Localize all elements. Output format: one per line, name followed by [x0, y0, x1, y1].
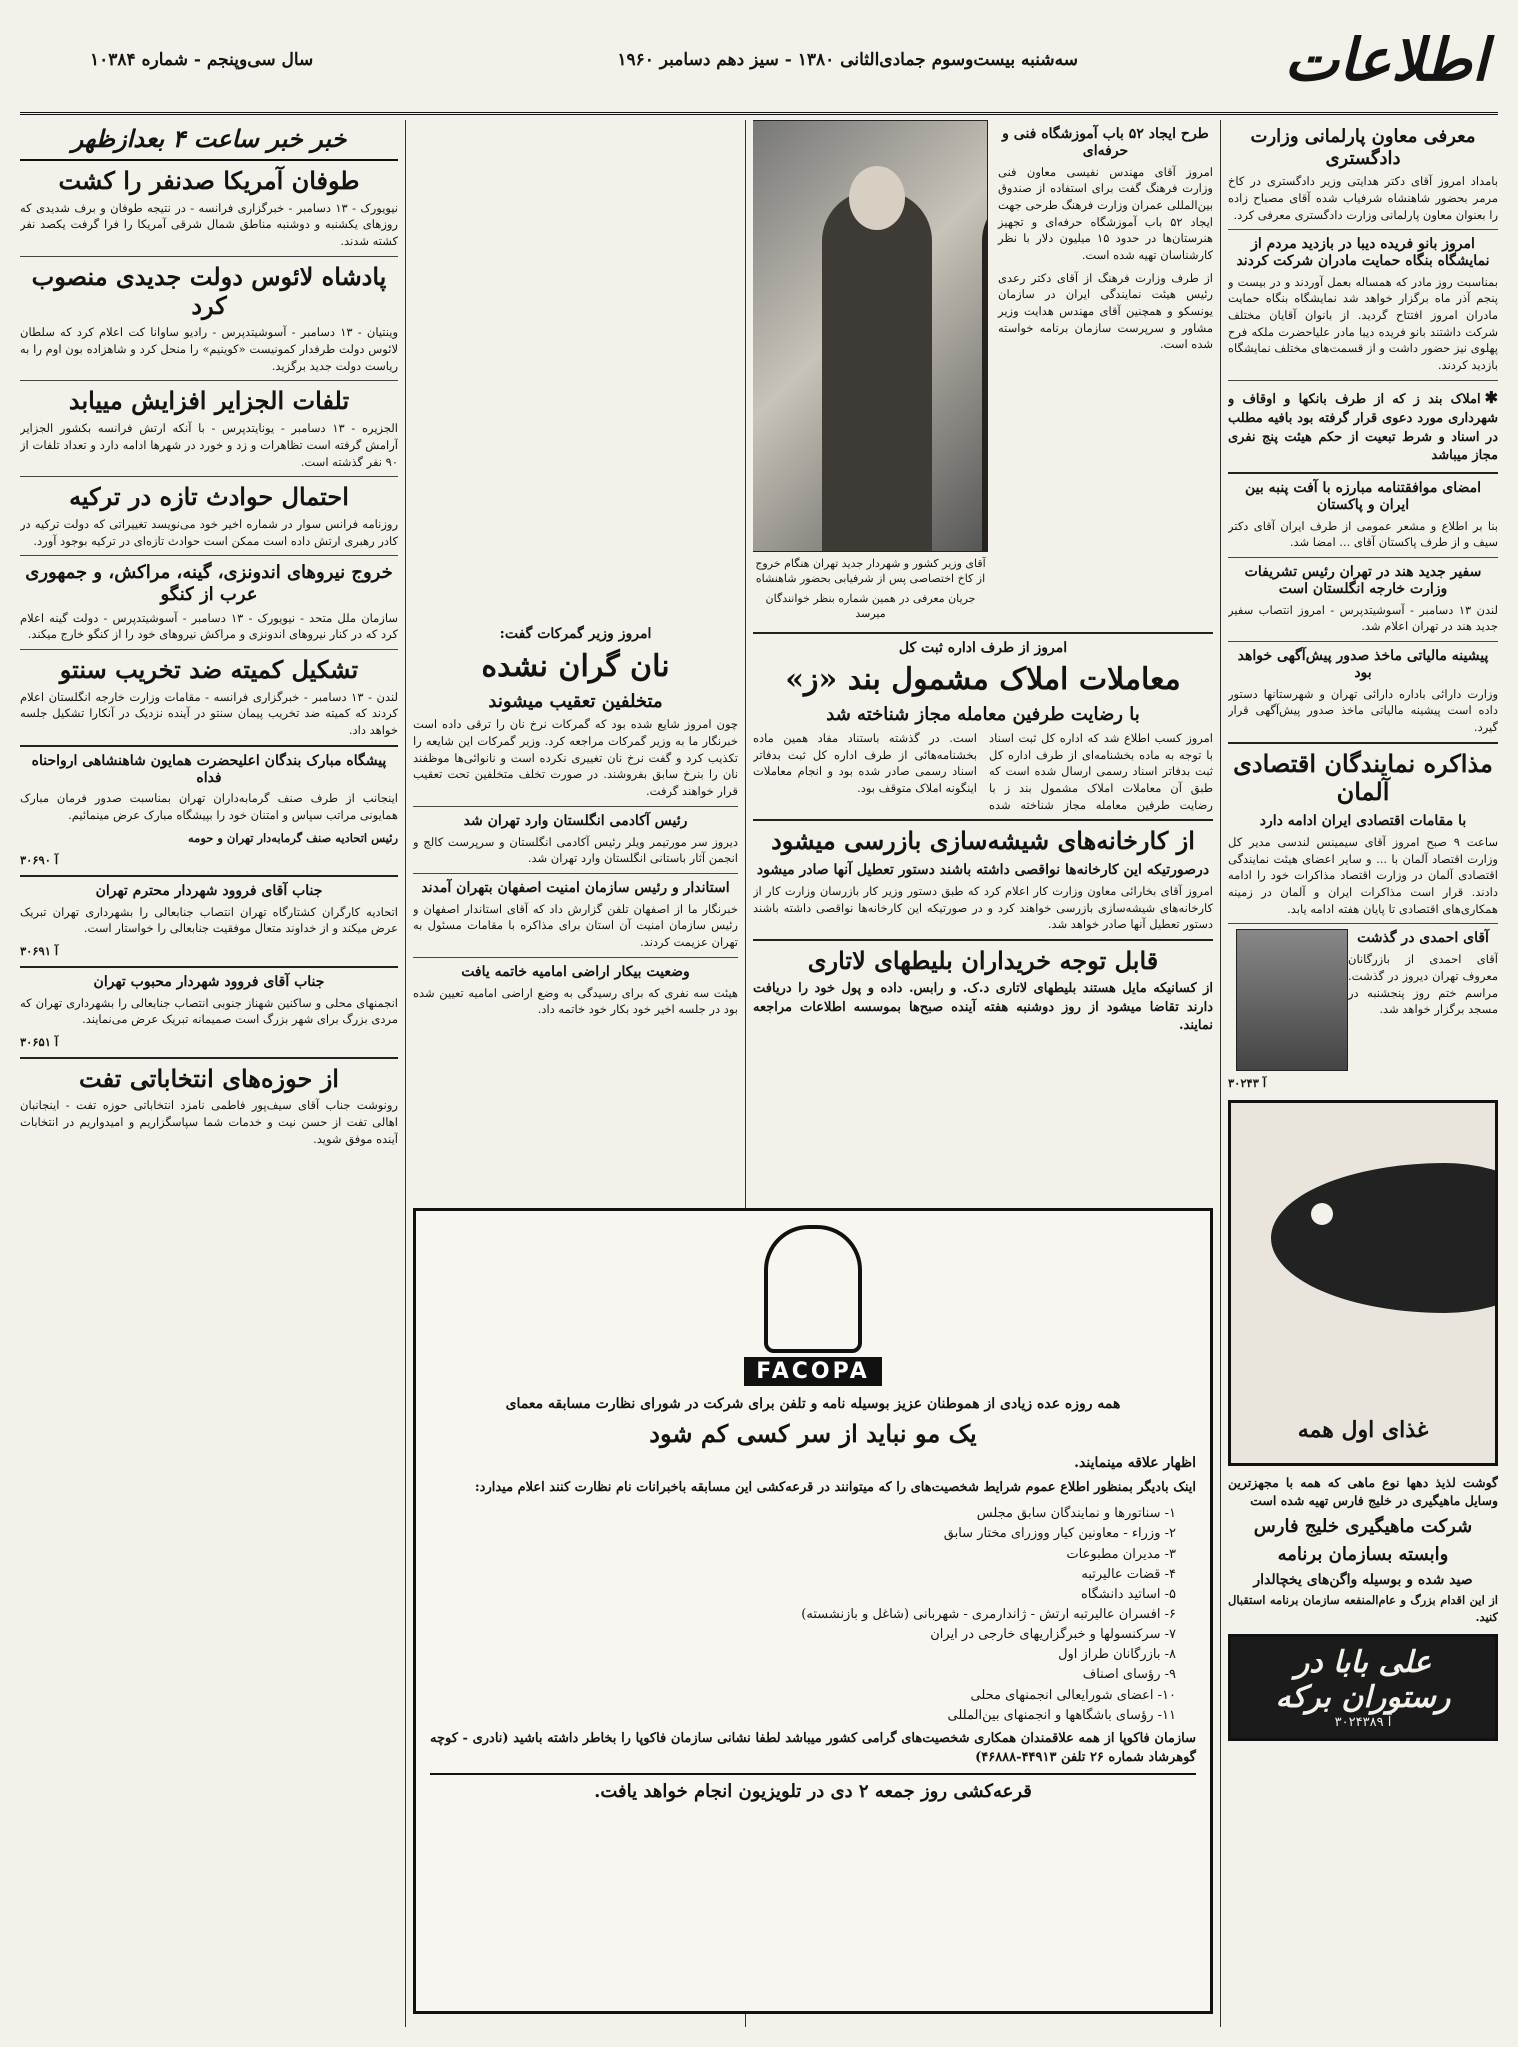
facopa-brand: FACOPA [744, 1357, 882, 1386]
article-body: بامداد امروز آقای دکتر هدایتی وزیر دادگستری در کاخ مرمر بحضور شاهنشاه شرفیاب شده آقای مصباح زاده را بعنوان معاون پارلمانی وزارت دادگستری معرفی کرد. [1228, 174, 1498, 222]
article-body: لندن - ۱۳ دسامبر - خبرگزاری فرانسه - مقامات وزارت خارجه انگلستان اعلام کردند که کمیته ضد تخریب پیمان سنتو در آینده نزدیک در آنکارا تشکیل جلسه خواهد داد. [20, 689, 398, 738]
column-rule [1220, 120, 1221, 2027]
glass-body: امروز آقای بخارائی معاون وزارت کار اعلام کرد که طبق دستور وزیر کار بازرسان وزارت کار از کارخانه‌های شیشه‌سازی بازرسی خواهند کرد و در صورتیکه این کارخانه‌ها نواقصی داشته باشند دستور تعطیل آنها صادر خواهد شد. [753, 883, 1213, 932]
asterisk-icon: ✱ [1484, 387, 1498, 407]
article-title: طوفان آمریکا صدنفر را کشت [58, 166, 360, 195]
article-title: مذاکره نمایندگان اقتصادی آلمان [1233, 748, 1493, 807]
ad-note: اینک بادیگر بمنظور اطلاع عموم شرایط شخصیت‌های را که میتوانند در قرعه‌کشی این مسابقه باخبرانات نام نظارت کنند اعلام میدارد: [474, 1480, 1196, 1496]
article-title: امروز بانو فریده دیبا در بازدید مردم از نمایشگاه بنگاه حمایت مادران شرکت کردند [1236, 236, 1490, 269]
restaurant-title: علی بابا در رستوران برکه [1275, 1644, 1451, 1715]
newspaper-logo: اطلاعات [1284, 26, 1488, 94]
news-photo [753, 120, 988, 552]
deeds-title: معاملات املاک مشمول بند «ز» [785, 662, 1181, 698]
fish-ad-company2: وابسته بسازمان برنامه [1277, 1543, 1449, 1565]
facopa-emblem-icon [764, 1225, 862, 1353]
ad-footer: قرعه‌کشی روز جمعه ۲ دی در تلویزیون انجام خواهد یافت. [430, 1773, 1196, 1803]
list-item: ۸- بازرگانان طراز اول [1058, 1647, 1176, 1663]
bread-body: چون امروز شایع شده بود که گمرکات نرخ نان را ترقی داده است خبرنگار ما به وزیر گمرکات مراجعه کرد. وزیر گمرکات این شایعه را تکذیب کرد و گفت نرخ نان تغییری نکرده است و نانوائی‌ها موظفند نان را بنرخ سابق بفروشند. در صورت تخلف متخلفین تحت تعقیب قرار خواهند گرفت. [413, 717, 738, 799]
list-item: ۳- مدیران مطبوعات [1066, 1546, 1176, 1562]
bread-subtitle: متخلفین تعقیب میشوند [488, 690, 663, 712]
column-rule [405, 120, 406, 2027]
article-body: روزنامه فرانس سوار در شماره اخیر خود می‌نویسد تغییراتی که دولت ترکیه در کادر رهبری ارتش داده است ممکن است حوادث تازه‌ای در ترکیه بوجود آورد. [20, 517, 398, 548]
deeds-body: امروز کسب اطلاع شد که اداره کل ثبت اسناد با توجه به ماده بخشنامه‌ای از طرف اداره کل ثبت بدفاتر اسناد رسمی ارسال شده است که طبق آن معاملات املاک مشمول بند ز با رضایت طرفین معامله مجاز شناخته شده است. در گذشته باستناد مفاد همین ماده بخشنامه‌هائی از طرف اداره کل ثبت بدفاتر اسناد رسمی صادر شده بود و انجام معاملات اینگونه املاک متوقف بود. [753, 730, 1213, 812]
land-body: هیئت سه نفری که برای رسیدگی به وضع اراضی امامیه تعیین شده بود در جلسه اخیر خود بکار خود خاتمه داد. [413, 985, 738, 1017]
fish-ad-text: گوشت لذیذ دهها نوع ماهی که همه با مجهزترین وسایل ماهیگیری در خلیج فارس تهیه شده است [1228, 1475, 1498, 1509]
restaurant-code: آ ۳۰۲۴۳۸۹ [1334, 1714, 1392, 1730]
list-item: ۵- اساتید دانشگاه [1080, 1586, 1176, 1602]
article-body: وینتیان - ۱۳ دسامبر - آسوشیتدپرس - رادیو ساوانا کت اعلام کرد که سلطان لائوس دولت طرفدار کمونیست «کوینیم» را منحل کرد و شاهزاده بون اوم را به ریاست دولت جدید برگزید. [20, 325, 398, 373]
deeds-kicker: امروز از طرف اداره ثبت کل [898, 639, 1068, 656]
notice-sign: رئیس اتحادیه صنف گرمابه‌دار تهران و حومه [188, 830, 398, 845]
glass-subtitle: درصورتیکه این کارخانه‌ها نواقصی داشته باشند دستور تعطیل آنها صادر میشود [756, 862, 1210, 879]
lottery-body: از کسانیکه مایل هستند بلیطهای لاتاری د.ک. و رابس. داده و پول خود را دریافت دارند تقاضا میشود از روز دوشنبه هفته آینده صبح‌ها بموسسه اطلاعات مراجعه نمایند. [753, 980, 1213, 1034]
list-item: ۱۱- رؤسای باشگاهها و انجمنهای بین‌المللی [947, 1707, 1176, 1723]
fish-ad-line: از این اقدام بزرگ و عام‌المنفعه سازمان برنامه استقبال کنید. [1228, 1593, 1498, 1625]
list-item: ۲- وزراء - معاونین کیار ووزرای مختار سابق [943, 1526, 1176, 1542]
list-item: ۴- قضات عالیرتبه [1081, 1566, 1176, 1582]
article-subtitle: با مقامات اقتصادی ایران ادامه دارد [1259, 813, 1467, 830]
article-body: بنا بر اطلاع و مشعر عمومی از طرف ایران آقای دکتر سیف و از طرف پاکستان آقای ... امضا شد. [1228, 518, 1498, 550]
article-body: بمناسبت روز مادر که همساله بعمل آوردند و در بیست و پنجم آذر ماه برگزار خواهد شد نمایشگاه بنگاه حمایت مادران امروز افتتاح گردید. از بانوان آقایان مختلف شرکت داشتند بانو فریده دیبا مادر علیاحضرت ملکه فرح پهلوی نیز حضور داشت و از قسمت‌های مختلف نمایشگاه بازدید کردند. [1228, 274, 1498, 373]
oxford-body: دیروز سر مورتیمر ویلر رئیس آکادمی انگلستان و سرپرست کالج و انجمن آثار باستانی انگلستان وارد تهران شد. [413, 834, 738, 866]
article-body: الجزیره - ۱۳ دسامبر - یونایتدپرس - با آنکه ارتش فرانسه بکشور الجزایر آرامش گرفته است تظاهرات و زد و خورد در شهرها ادامه دارد و تعداد تلفات از ۹۰ نفر گذشته است. [20, 421, 398, 469]
newspaper-page [20, 20, 1498, 2027]
column-left [20, 120, 398, 2027]
glass-title: از کارخانه‌های شیشه‌سازی بازرسی میشود [771, 826, 1195, 856]
article-body: از طرف وزارت فرهنگ از آقای دکتر رعدی رئیس هیئت نمایندگی ایران در سازمان یونسکو و همچنین آقای مهندس هدایت وزیر مشاور و سرپرست سازمان برنامه خواسته شده است. [998, 270, 1213, 352]
article-title: سفیر جدید هند در تهران رئیس تشریفات وزارت خارجه انگلستان است [1244, 564, 1482, 597]
notice-body: اینجانب از طرف صنف گرمابه‌داران تهران بمناسبت صدور فرمان مبارک همایونی مراتب سپاس و امتنان خود را بپیشگاه مبارک عرض مینمائیم. [20, 791, 398, 822]
article-body: نیویورک - ۱۳ دسامبر - خبرگزاری فرانسه - در نتیجه طوفان و برف شدیدی که روزهای یکشنبه و دوشنبه مناطق شمال شرقی آمریکا را فرا گرفت یکصد نفر کشته شدند. [20, 200, 398, 249]
list-item: ۱۰- اعضای شورایعالی انجمنهای محلی [970, 1687, 1176, 1703]
bread-kicker: امروز وزیر گمرکات گفت: [499, 626, 652, 642]
article-title: پیشینه مالیاتی ماخذ صدور پیش‌آگهی خواهد بود [1237, 648, 1489, 681]
issue-date: سه‌شنبه بیست‌وسوم جمادی‌الثانی ۱۳۸۰ - سیز دهم دسامبر ۱۹۶۰ [617, 50, 1078, 70]
bullet-note: ✱املاک بند ز که از طرف بانکها و اوقاف و شهرداری مورد دعوی قرار گرفته بود بافیه مطلب در اسناد و شرط تبعیت از حکم هیئت پنج نفری مجاز میباشد [1228, 387, 1498, 464]
obituary-body: آقای احمدی از بازرگانان معروف تهران دیروز در گذشت. مراسم ختم روز پنجشنبه در مسجد برگزار خواهد شد. [1348, 952, 1498, 1017]
ad-code: آ ۳۰۶۹۱ [20, 944, 59, 959]
fish-ad-title: غذای اول همه [1297, 1417, 1429, 1444]
masthead [20, 20, 1498, 115]
article-body: لندن ۱۳ دسامبر - آسوشیتدپرس - امروز انتصاب سفیر جدید هند در تهران اعلام شد. [1228, 602, 1498, 634]
article-title: امضای موافقتنامه مبارزه با آفت پنبه بین ایران و پاکستان [1244, 480, 1482, 513]
fish-icon [1271, 1163, 1498, 1313]
restaurant-ad [1228, 1634, 1498, 1741]
ad-highlight: یک مو نباید از سر کسی کم شود [649, 1419, 977, 1449]
ad-code: آ ۳۰۶۵۱ [20, 1034, 59, 1049]
article-title: معرفی معاون پارلمانی وزارت دادگستری [1250, 126, 1476, 169]
photo-caption: جریان معرفی در همین شماره بنظر خوانندگان میرسد [765, 591, 976, 621]
list-item: ۷- سرکنسولها و خبرگزاریهای خارجی در ایران [930, 1627, 1176, 1643]
article-body: وزارت دارائی باداره دارائی تهران و شهرستانها دستور داده است پیشینه مالیاتی ماخذ صدور پیش‌آگهی قرار گیرد. [1228, 686, 1498, 735]
isfahan-body: خبرنگار ما از اصفهان تلفن گزارش داد که آقای استاندار اصفهان و رئیس سازمان امنیت آن استان برای مذاکره با مقامات مسئول به تهران عزیمت کردند. [413, 901, 738, 950]
facopa-advertisement [413, 1208, 1213, 2014]
ad-list [430, 1504, 1196, 1726]
article-title: تلفات الجزایر افزایش مییابد [68, 386, 350, 416]
ad-intro2: اظهار علاقه مینمایند. [1074, 1455, 1196, 1472]
land-title: وضعیت بیکار اراضی امامیه خاتمه یافت [461, 963, 690, 980]
article-title: از حوزه‌های انتخاباتی تفت [79, 1063, 339, 1093]
article-title: طرح ایجاد ۵۲ باب آموزشگاه فنی و حرفه‌ای [1002, 126, 1209, 159]
isfahan-title: استاندار و رئیس سازمان امنیت اصفهان بتهران آمدند [421, 879, 730, 896]
notice-body: انجمنهای محلی و ساکنین شهناز جنوبی انتصاب جنابعالی را بشهرداری تهران که مردی بزرگ برای شهر بزرگ است صمیمانه تبریک عرض می‌نمایند. [20, 995, 398, 1027]
facopa-advertisement-wrap [413, 1200, 1213, 2027]
portrait-photo [1236, 929, 1348, 1071]
notice-body: اتحادیه کارگران کشتارگاه تهران انتصاب جنابعالی را بشهرداری تهران تبریک عرض میکند و از خداوند متعال موفقیت جنابعالی را خواستار است. [20, 904, 398, 936]
article-body: امروز آقای مهندس نفیسی معاون فنی وزارت فرهنگ گفت برای استفاده از صندوق بین‌المللی عمران وزارت فرهنگ طرحی جهت ایجاد ۵۲ باب آموزشگاه حرفه‌ای و تجهیز هنرستان‌ها در حدود ۱۵ میلیون دلار با نظر کارشناسان تهیه شده است. [998, 164, 1213, 262]
notice-title: جناب آقای فروود شهردار محبوب تهران [93, 973, 325, 990]
article-body: ساعت ۹ صبح امروز آقای سیمینس لندسی مدیر کل وزارت اقتصاد آلمان با ... و سایر اعضای هیئت نمایندگی اقتصادی آلمان در وزارت اقتصاد مذاکرات خود را ادامه دادند. قرار است مذاکرات ایران و آلمان در زمینه همکاری‌های اقتصادی تا پایان هفته ادامه یابد. [1228, 835, 1498, 916]
column-right [1228, 120, 1498, 2027]
article-body: سازمان ملل متحد - نیویورک - ۱۳ دسامبر - آسوشیتدپرس - دولت گینه اعلام کرد که در کنار نیروهای اندونزی و مراکش نیروهای خود را از کنگو خارج میکند. [20, 610, 398, 642]
photo-caption: آقای وزیر کشور و شهردار جدید تهران هنگام خروج از کاخ اختصاصی پس از شرفیابی بحضور شاهنشاه [755, 557, 986, 586]
oxford-title: رئیس آکادمی انگلستان وارد تهران شد [463, 812, 688, 829]
fish-ad-company: شرکت ماهیگیری خلیج فارس [1253, 1516, 1473, 1538]
issue-number: سال سی‌وپنجم - شماره ۱۰۳۸۴ [90, 50, 314, 70]
article-title: احتمال حوادث تازه در ترکیه [69, 482, 349, 512]
article-title: خروج نیروهای اندونزی، گینه، مراکش، و جمهوری عرب از کنگو [25, 562, 393, 605]
ad-code: آ ۳۰۶۹۰ [20, 853, 59, 868]
notice-title: جناب آقای فروود شهردار محترم تهران [95, 883, 323, 899]
ad-contact: سازمان فاکوپا از همه علاقمندان همکاری شخصیت‌های گرامی کشور میباشد لطفا نشانی سازمان فاکوپا را بخاطر داشته باشید (نادری - کوچه گوهرشاد شماره ۲۶ تلفن ۴۴۹۱۳-۴۶۸۸۸) [430, 1730, 1196, 1765]
list-item: ۶- افسران عالیرتبه ارتش - ژاندارمری - شهربانی (شاغل و بازنشسته) [801, 1606, 1176, 1622]
ad-intro: همه روزه عده زیادی از هموطنان عزیز بوسیله نامه و تلفن برای شرکت در شورای نظارت مسابقه معمای [505, 1396, 1121, 1412]
list-item: ۱- سناتورها و نمایندگان سابق مجلس [976, 1506, 1176, 1522]
article-title: تشکیل کمیته ضد تخریب سنتو [59, 654, 359, 684]
obituary-title: آقای احمدی در گذشت [1357, 930, 1489, 947]
late-news-badge: خبر خبر ساعت ۴ بعدازظهر [20, 120, 398, 161]
notice-title: پیشگاه مبارک بندگان اعلیحضرت همایون شاهنشاهی ارواحناه فداه [31, 752, 387, 786]
fish-ad-line: صید شده و بوسیله واگن‌های یخچالدار [1253, 1571, 1473, 1588]
deeds-subtitle: با رضایت طرفین معامله مجاز شناخته شد [826, 704, 1140, 726]
bread-title: نان گران نشده [481, 648, 670, 684]
list-item: ۹- رؤسای اصناف [1082, 1667, 1176, 1683]
lottery-title: قابل توجه خریداران بلیطهای لاتاری [807, 945, 1159, 975]
ad-code: آ ۳۰۲۴۳ [1228, 1076, 1267, 1091]
article-body: رونوشت جناب آقای سیف‌پور فاطمی نامزد انتخاباتی حوزه تفت - اینجانبان اهالی تفت از حسن نیت و خدمات شما سپاسگزاریم و امیدواریم در انتخابات آینده موفق شوید. [20, 1098, 398, 1146]
article-title: پادشاه لائوس دولت جدیدی منصوب کرد [31, 261, 387, 320]
fish-advertisement [1228, 1100, 1498, 1466]
